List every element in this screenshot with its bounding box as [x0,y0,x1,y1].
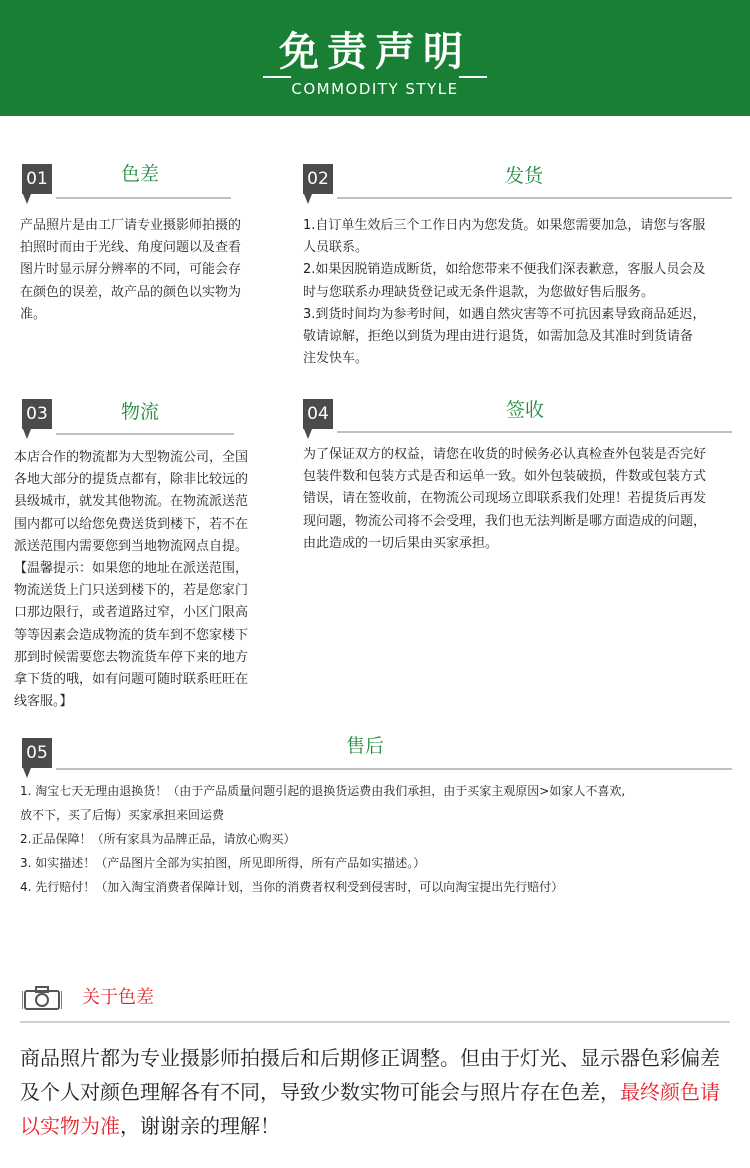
section-title-color-difference: 色差 [120,163,159,185]
section-body-color-difference: 产品照片是由工厂请专业摄影师拍摄的 拍照时而由于光线、角度问题以及查看 图片时显示屏分辨率的不同，可能会存 在颜色的误差，故产品的颜色以实物为 准。 [20,218,242,322]
section-number: 02 [303,164,333,194]
section-divider [56,768,732,770]
section-title-logistics: 物流 [120,401,159,423]
title-rule-right [459,76,487,78]
section-divider [337,197,732,199]
page-title: 免责声明 [279,29,471,75]
section-number: 04 [303,399,333,429]
section-title-after-sales: 售后 [345,735,384,757]
title-rule-left [263,76,291,78]
about-highlight: 最终颜色请以实物为准 [20,1080,720,1138]
section-divider [337,431,732,433]
section-body-shipping: 1.自订单生效后三个工作日内为您发货。如果您需要加急，请您与客服 人员联系。 2.如果因脱销造成断货，如给您带来不便我们深表歉意，客服人员会及 时与您联系办理缺货登记或无条件退款，为您做好售后服务。 3.到货时间均为参考时间，如遇自然灾害等不可抗因素导致商品延迟， 敬请谅解，拒绝以到货为理由进行退货，如需加急及其准时到货请备 注发快车。 [303,218,706,367]
section-body-logistics: 本店合作的物流都为大型物流公司，全国 各地大部分的提货点都有，除非比较远的 县级城市，就发其他物流。在物流派送范 围内都可以给您免费送货到楼下，若不在 派送范围内需要您到当地物流网点自提。 【温馨提示：如果您的地址在派送范围， 物流送货上门只送到楼下的，若是您家门 口那边限行，或者道路过窄，小区门限高 等等因素会造成物流的货车到不您家楼下 那到时候需要您去物流货车停下来的地方 拿下货的哦，如有问题可随时联系旺旺在 线客服。】 [14,450,249,710]
section-divider [56,433,234,435]
section-body-after-sales: 1. 淘宝七天无理由退换货！（由于产品质量问题引起的退换货运费由我们承担，由于买家主观原因>如家人不喜欢, 放不下，买了后悔）买家承担来回运费 2.正品保障！（所有家具为品牌正品，请放心购买） 3. 如实描述！（产品图片全部为实拍图，所见即所得，所有产品如实描述。） 4. 先行赔付！（加入淘宝消费者保障计划，当你的消费者权利受到侵害时，可以向淘宝提出先行赔付） [20,784,626,894]
about-divider [20,1021,730,1023]
page-subtitle: COMMODITY STYLE [291,80,459,98]
about-text: 商品照片都为专业摄影师拍摄后和后期修正调整。但由于灯光、显示器色彩偏差及个人对颜色理解各有不同，导致少数实物可能会与照片存在色差，最终颜色请以实物为准，谢谢亲的理解！ [20,1046,720,1138]
header-banner [0,0,750,116]
about-title: 关于色差 [82,987,154,1008]
section-title-signing: 签收 [505,399,544,421]
section-number: 03 [22,399,52,429]
section-title-shipping: 发货 [504,165,543,187]
section-number: 05 [22,738,52,768]
section-body-signing: 为了保证双方的权益，请您在收货的时候务必认真检查外包装是否完好 包装件数和包装方式是否和运单一致。如外包装破损，件数或包装方式 错误，请在签收前，在物流公司现场立即联系我们处理！若提货后再发 现问题，物流公司将不会受理，我们也无法判断是哪方面造成的问题， 由此造成的一切后果由买家承担。 [303,447,707,551]
camera-icon [22,985,62,1011]
section-divider [56,197,231,199]
section-number: 01 [22,164,52,194]
